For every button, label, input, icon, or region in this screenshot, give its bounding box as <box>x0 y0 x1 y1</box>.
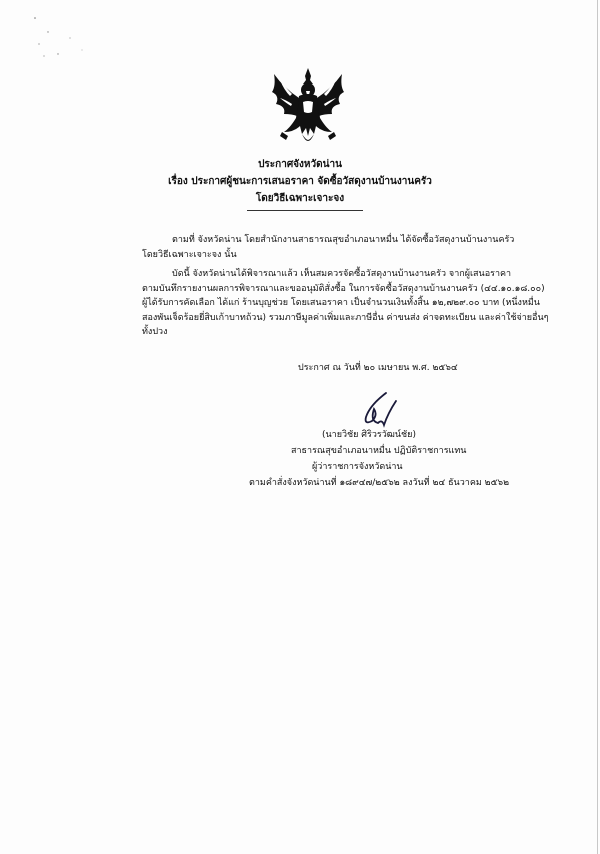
paragraph-award <box>142 267 549 340</box>
paragraph-background <box>142 233 515 262</box>
scan-edge <box>597 0 598 854</box>
scan-specks <box>30 10 90 60</box>
document-title: ประกาศจังหวัดน่าน <box>258 159 342 170</box>
handwritten-signature <box>356 391 400 431</box>
paragraph-line: ผู้ได้รับการคัดเลือก ได้แก่ ร้านบุญช่วย โดยเสนอราคา เป็นจำนวนเงินทั้งสิ้น ๑๒,๗๒๙.๐๐ บาท (หนึ่งหมื่น <box>142 298 540 308</box>
paragraph-line: โดยวิธีเฉพาะเจาะจง นั้น <box>142 249 237 260</box>
paragraph-line: บัดนี้ จังหวัดน่านได้พิจารณาแล้ว เห็นสมควรจัดซื้อวัสดุงานบ้านงานครัว จากผู้เสนอราคา <box>172 269 512 279</box>
authorization-order: ตามคำสั่งจังหวัดน่านที่ ๑๘๙๔๗/๒๕๖๒ ลงวันที่ ๒๔ ธันวาคม ๒๕๖๒ <box>249 478 510 488</box>
signatory-name: (นายวิชัย ศิริวรวัฒน์ชัย) <box>322 430 416 440</box>
signatory-position: สาธารณสุขอำเภอนาหมื่น ปฏิบัติราชการแทน <box>291 446 467 456</box>
paragraph-line: ทั้งปวง <box>142 327 168 337</box>
garuda-emblem-icon <box>266 66 350 150</box>
acting-for: ผู้ว่าราชการจังหวัดน่าน <box>312 462 403 472</box>
paragraph-line: สองพันเจ็ดร้อยยี่สิบเก้าบาทถ้วน) รวมภาษีมูลค่าเพิ่มและภาษีอื่น ค่าขนส่ง ค่าจดทะเบียน และค่าใช้จ่ายอื่นๆ <box>142 312 549 323</box>
announcement-date: ประกาศ ณ วันที่ ๒๐ เมษายน พ.ศ. ๒๕๖๔ <box>298 363 458 373</box>
paragraph-line: ตามบันทึกรายงานผลการพิจารณาและขออนุมัติสั่งซื้อ ในการจัดซื้อวัสดุงานบ้านงานครัว (๔๔.๑๐.๑๘.๐๐) <box>142 283 545 294</box>
document-subject: เรื่อง ประกาศผู้ชนะการเสนอราคา จัดซื้อวัสดุงานบ้านงานครัว <box>168 176 432 187</box>
header-divider <box>247 210 363 211</box>
paragraph-line: ตามที่ จังหวัดน่าน โดยสำนักงานสาธารณสุขอำเภอนาหมื่น ได้จัดซื้อวัสดุงานบ้านงานครัว <box>172 235 515 245</box>
procurement-method: โดยวิธีเฉพาะเจาะจง <box>255 193 345 204</box>
